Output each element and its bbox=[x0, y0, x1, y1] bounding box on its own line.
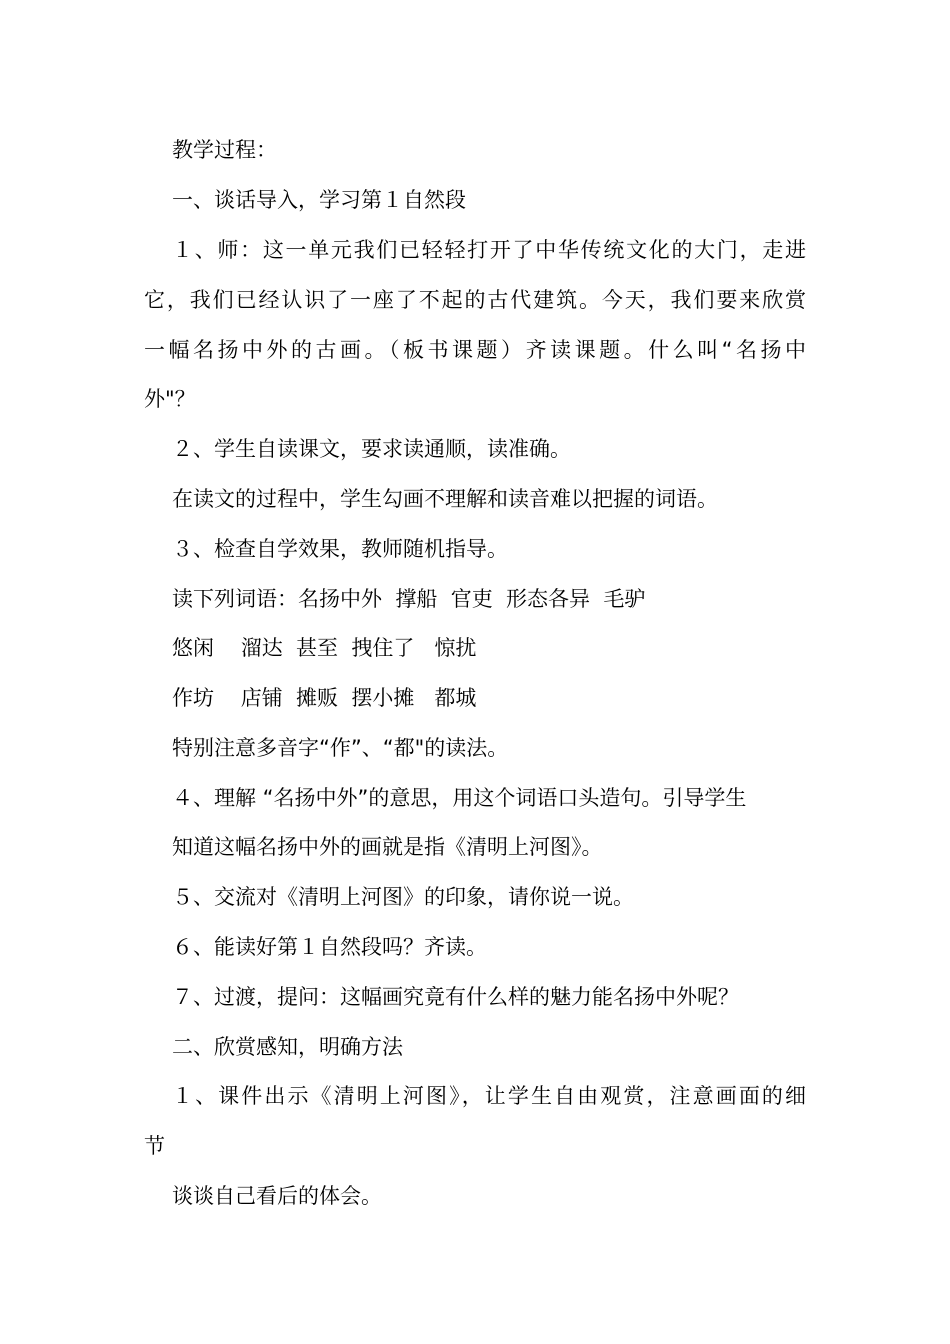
paragraph-line: 在读文的过程中，学生勾画不理解和读音难以把握的词语。 bbox=[172, 487, 718, 511]
paragraph-line: 节 bbox=[144, 1134, 165, 1158]
vocabulary-line: 读下列词语：名扬中外 撑船 官吏 形态各异 毛驴 bbox=[172, 587, 646, 611]
paragraph-line: ６、能读好第１自然段吗？齐读。 bbox=[172, 935, 487, 959]
paragraph-line: 知道这幅名扬中外的画就是指《清明上河图》。 bbox=[172, 835, 603, 859]
paragraph-line: ７、过渡，提问：这幅画究竟有什么样的魅力能名扬中外呢？ bbox=[172, 985, 739, 1009]
section-heading-part-two: 二、欣赏感知，明确方法 bbox=[172, 1035, 403, 1059]
paragraph-line: ５、交流对《清明上河图》的印象，请你说一说。 bbox=[172, 885, 634, 909]
section-heading-teaching-process: 教学过程： bbox=[172, 138, 277, 162]
section-heading-part-one: 一、谈话导入，学习第１自然段 bbox=[172, 188, 466, 212]
paragraph-line: ４、理解 “名扬中外”的意思，用这个词语口头造句。引导学生 bbox=[172, 786, 747, 810]
paragraph-line: 谈谈自己看后的体会。 bbox=[172, 1184, 382, 1208]
vocabulary-line: 作坊 店铺 摊贩 摆小摊 都城 bbox=[172, 686, 477, 710]
paragraph-line: 外"？ bbox=[144, 387, 196, 411]
paragraph-line: ３、检查自学效果，教师随机指导。 bbox=[172, 537, 508, 561]
paragraph-line: 一幅名扬中外的古画。（板书课题）齐读课题。什么叫“名扬中 bbox=[144, 338, 806, 362]
paragraph-line: ２、学生自读课文，要求读通顺，读准确。 bbox=[172, 437, 571, 461]
paragraph-line: 它，我们已经认识了一座了不起的古代建筑。今天，我们要来欣赏 bbox=[144, 288, 806, 312]
vocabulary-line: 悠闲 溜达 甚至 拽住了 惊扰 bbox=[172, 636, 477, 660]
paragraph-line: 特别注意多音字“作”、“都"的读法。 bbox=[172, 736, 509, 760]
paragraph-line: １、师：这一单元我们已轻轻打开了中华传统文化的大门，走进 bbox=[172, 238, 806, 262]
paragraph-line: １、课件出示《清明上河图》，让学生自由观赏，注意画面的细 bbox=[172, 1084, 806, 1108]
